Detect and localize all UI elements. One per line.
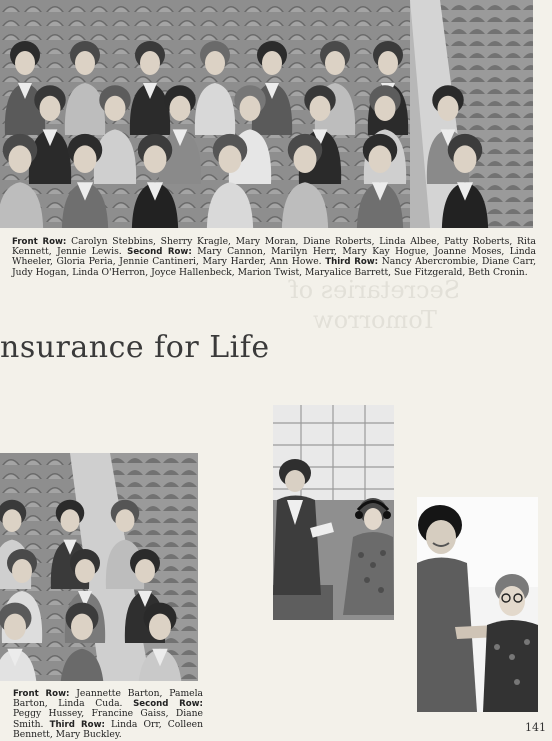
group-photo-top xyxy=(0,0,533,228)
bl-second-row-names: Peggy Hussey, Francine Gaiss, Diane Smith. xyxy=(13,708,203,730)
second-row-names: Mary Cannon, Marilyn Herr, Mary Kay Hogue, Joanne Moses, Linda Wheeler, Gloria Peria, Jennie Cantineri, Mary Harder, Ann Howe. xyxy=(12,246,537,268)
group-photo-bottom-left xyxy=(0,453,198,681)
page-title: nsurance for Life xyxy=(0,330,270,365)
bleed-through-text: Secretaries of Tomorrow xyxy=(289,276,461,334)
caption-top xyxy=(12,237,536,278)
second-row-label: Second Row: xyxy=(127,247,192,258)
caption-bottom-left xyxy=(13,689,203,740)
bl-front-row-label: Front Row: xyxy=(13,689,70,699)
page-number: 141 xyxy=(525,721,546,734)
third-row-names: Nancy Abercrombie, Diane Carr, Judy Hogan, Linda O'Herron, Joyce Hallenbeck, Marion Twist, Maryalice Barrett, Sue Fitzgerald, Beth Cronin. xyxy=(12,256,537,278)
front-row-label: Front Row: xyxy=(12,237,67,247)
bl-third-row-names: Linda Orr, Colleen Bennett, Mary Buckley. xyxy=(13,718,203,740)
photo-headphones xyxy=(273,405,394,620)
third-row-label: Third Row: xyxy=(325,257,379,268)
bl-front-row-names: Jeannette Barton, Pamela Barton, Linda Cuda. xyxy=(13,688,204,710)
bl-third-row-label: Third Row: xyxy=(49,719,105,730)
photo-teacher-student xyxy=(417,497,538,712)
front-row-names: Carolyn Stebbins, Sherry Kragle, Mary Moran, Diane Roberts, Linda Albee, Patty Roberts, Rita Kennett, Jennie Lewis. xyxy=(12,236,536,258)
bl-second-row-label: Second Row: xyxy=(133,699,203,710)
